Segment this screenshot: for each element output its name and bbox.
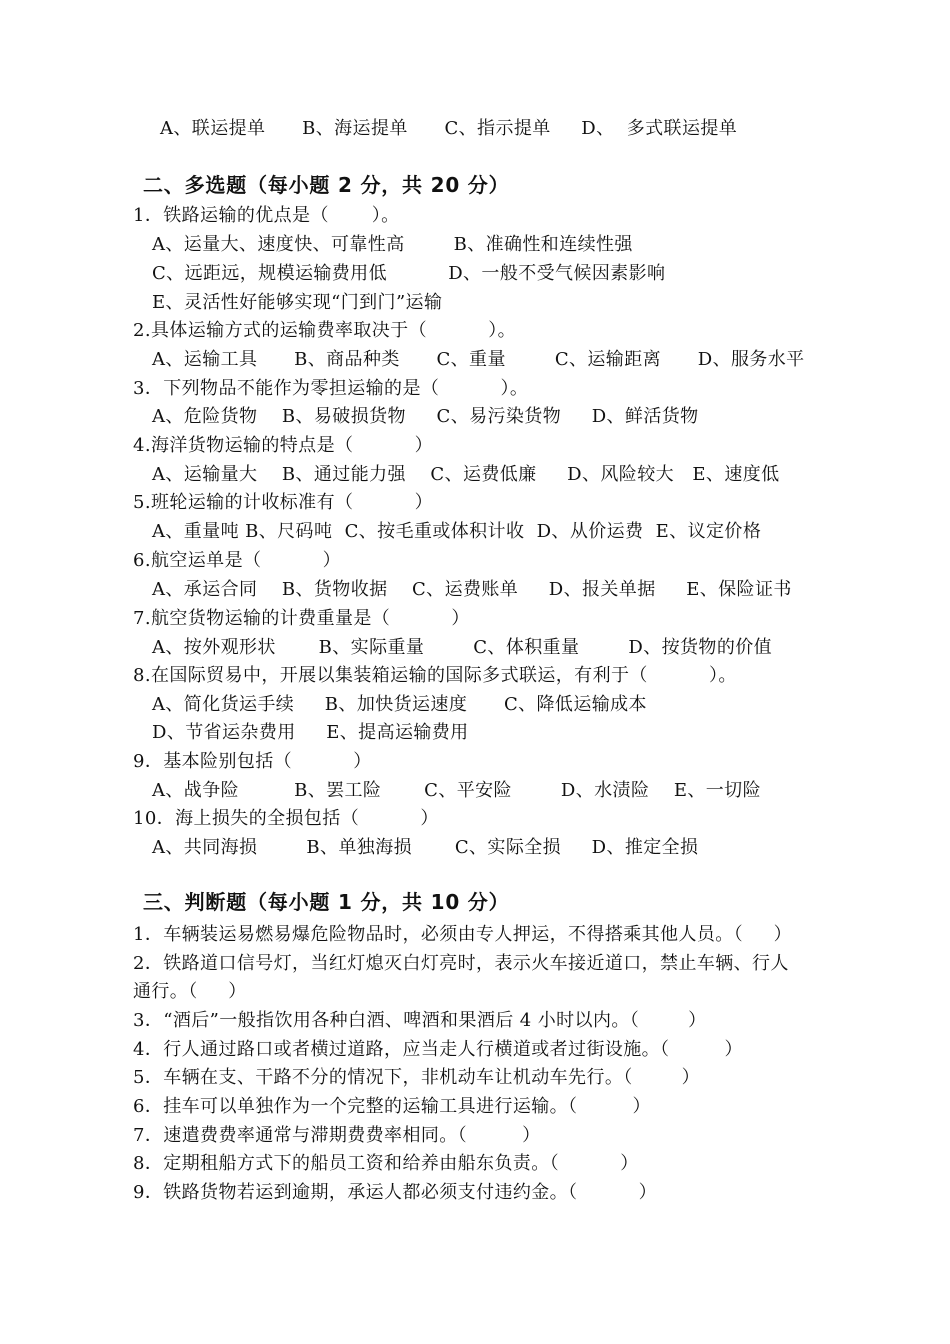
statement-line: 8．定期租船方式下的船员工资和给养由船东负责。（ ） [133,1153,639,1174]
statement-line: 2．铁路道口信号灯，当红灯熄灭白灯亮时，表示火车接近道口，禁止车辆、行人 [133,953,789,974]
question-text: 4.海洋货物运输的特点是（ ） [133,435,433,456]
statement-line: 9．铁路货物若运到逾期，承运人都必须支付违约金。（ ） [133,1182,658,1203]
statement-line: 3．“酒后”一般指饮用各种白酒、啤酒和果酒后 4 小时以内。（ ） [133,1010,707,1031]
statement-line: 1．车辆装运易燃易爆危险物品时，必须由专人押运，不得搭乘其他人员。（ ） [133,924,793,945]
previous-question-options: A、联运提单 B、海运提单 C、指示提单 D、 多式联运提单 [160,118,738,139]
question-text: 3．下列物品不能作为零担运输的是（ ）。 [133,378,529,399]
option-line: A、承运合同 B、货物收据 C、运费账单 D、报关单据 E、保险证书 [152,579,792,600]
option-line: A、运量大、速度快、可靠性高 B、准确性和连续性强 [152,234,633,255]
statement-line: 4．行人通过路口或者横过道路，应当走人行横道或者过街设施。（ ） [133,1039,743,1060]
statement-line: 通行。（ ） [133,981,247,1002]
question-text: 1．铁路运输的优点是（ ）。 [133,205,400,226]
question-text: 9．基本险别包括（ ） [133,751,372,772]
question-text: 5.班轮运输的计收标准有（ ） [133,492,433,513]
section2-heading: 二、多选题（每小题 2 分，共 20 分） [143,173,510,197]
statement-line: 7．速遣费费率通常与滞期费费率相同。（ ） [133,1125,541,1146]
option-line: A、按外观形状 B、实际重量 C、体积重量 D、按货物的价值 [152,637,773,658]
statement-line: 6．挂车可以单独作为一个完整的运输工具进行运输。（ ） [133,1096,651,1117]
option-line: A、简化货运手续 B、加快货运速度 C、降低运输成本 [152,694,647,715]
option-line: A、共同海损 B、单独海损 C、实际全损 D、推定全损 [152,837,699,858]
option-line: C、远距远，规模运输费用低 D、一般不受气候因素影响 [152,263,666,284]
question-text: 7.航空货物运输的计费重量是（ ） [133,608,470,629]
section3-heading: 三、判断题（每小题 1 分，共 10 分） [143,890,510,914]
statement-line: 5．车辆在支、干路不分的情况下，非机动车让机动车先行。（ ） [133,1067,701,1088]
option-line: A、战争险 B、罢工险 C、平安险 D、水渍险 E、一切险 [152,780,761,801]
option-line: A、运输量大 B、通过能力强 C、运费低廉 D、风险较大 E、速度低 [152,464,780,485]
question-text: 8.在国际贸易中，开展以集装箱运输的国际多式联运，有利于（ ）。 [133,665,737,686]
option-line: D、节省运杂费用 E、提高运输费用 [152,722,469,743]
question-text: 2.具体运输方式的运输费率取决于（ ）。 [133,320,516,341]
question-text: 10．海上损失的全损包括（ ） [133,808,439,829]
option-line: A、运输工具 B、商品种类 C、重量 C、运输距离 D、服务水平 [152,349,805,370]
question-text: 6.航空运单是（ ） [133,550,341,571]
option-line: A、重量吨 B、尺码吨 C、按毛重或体积计收 D、从价运费 E、议定价格 [152,521,762,542]
option-line: E、灵活性好能够实现“门到门”运输 [152,292,443,313]
option-line: A、危险货物 B、易破损货物 C、易污染货物 D、鲜活货物 [152,406,699,427]
